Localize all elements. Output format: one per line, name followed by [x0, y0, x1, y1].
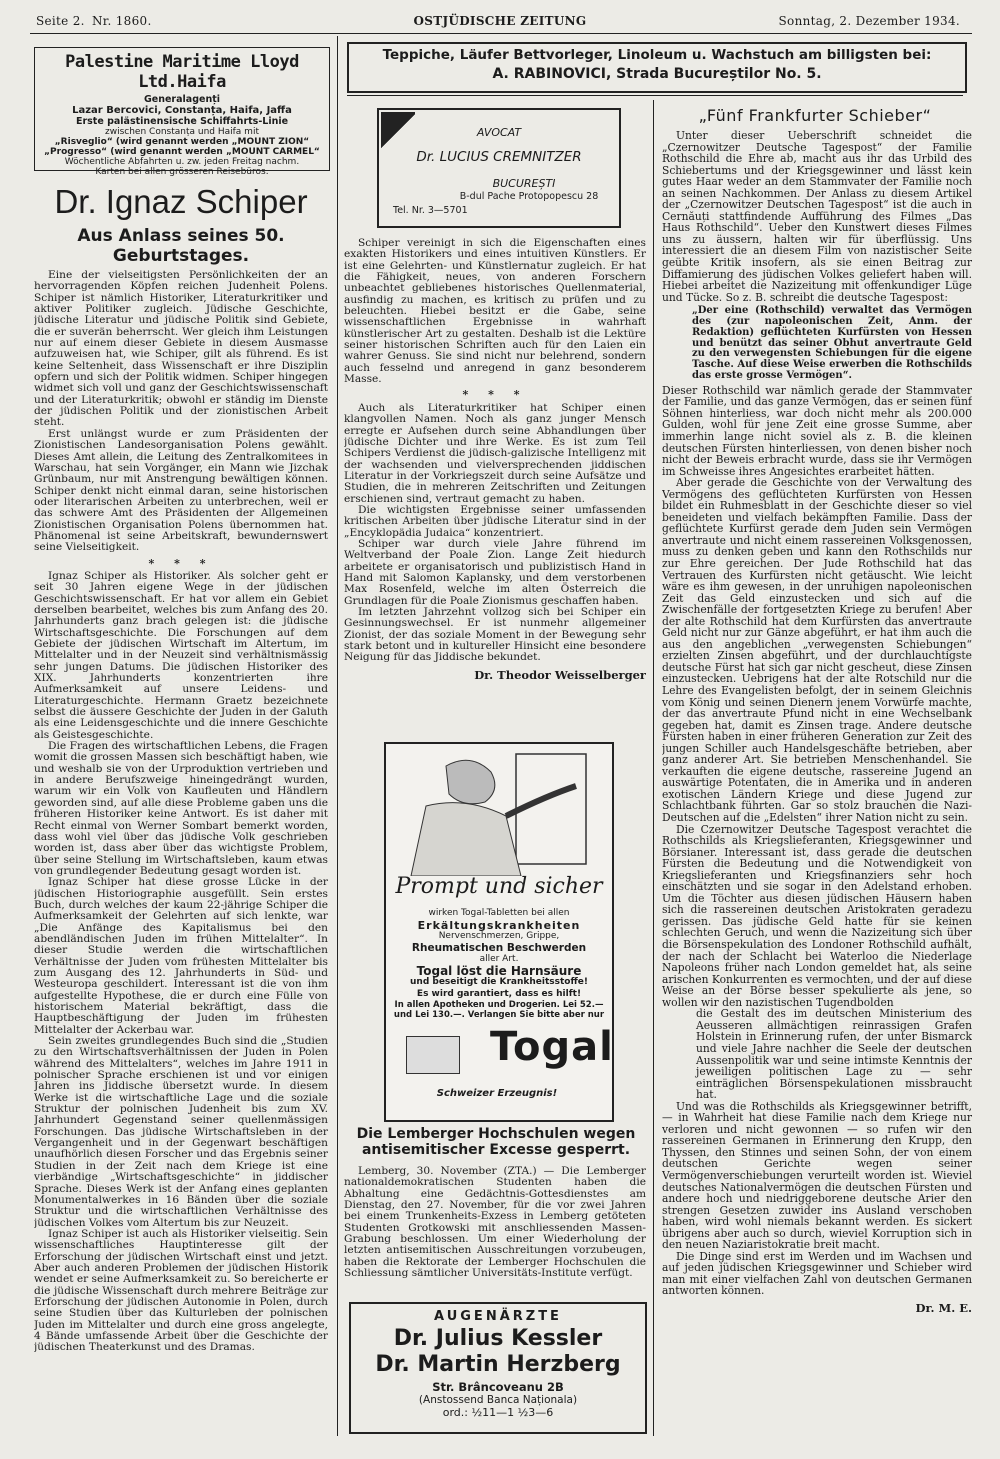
carpets-line2: A. RABINOVICI, Strada Bucureștilor No. 5. — [492, 66, 822, 82]
lawyer-address: B-dul Pache Protopopescu 28 — [459, 191, 599, 202]
togal-l4: Rheumatischen Beschwerden — [411, 941, 587, 954]
schieber-paragraph: Dieser Rothschild war nämlich gerade der Stammvater der Familie, und das ganze Vermögen, das er seinen fünf Söhnen hinterliess, war doch nicht mehr als 200.000 Gulden, wohl für jene Zeit eine grosse Summe, aber immerhin lange nicht soviel als z. B. die kleinen deutschen Fürsten hinterliessen, von denen bisher noch nicht der Beweis erbracht wurde, dass sie ihr Vermögen im Schweisse ihres Angesichtes erarbeitet hätten. — [662, 383, 972, 478]
newspaper-name: OSTJÜDISCHE ZEITUNG — [413, 14, 587, 28]
eye-note: (Anstossend Banca Naționala) — [418, 1394, 578, 1406]
page-number: Seite 2. — [36, 14, 85, 28]
carpets-line1: Teppiche, Läufer Bettvorleger, Linoleum u. Wachstuch am billigsten bei: — [382, 47, 932, 63]
eye-hours: ord.: ½11—1 ½3—6 — [442, 1406, 554, 1419]
schiper-paragraph: Eine der vielseitigsten Persönlichkeiten der an hervorragenden Köpfen reichen Judenheit Polens. Schiper ist nämlich Historiker, Literaturkritiker und aktiver Politiker zugleich. Jüdische Geschichte, jüdische Literatur und jüdische Politik sind Gebiete, die er suverän beherrscht. Wer gleich ihm Leistungen nur auf einem dieser Gebiete in diesem Ausmasse aufzuweisen hat, wie Schiper, gilt als führend. Es ist keine Seltenheit, dass Wissenschaft er ihre Disziplin opfern und sich der Politik widmen. Schiper hingegen widmet sich voll und ganz der Geschichtswissenschaft und der Literaturkritik; obwohl er ständig im Dienste der jüdischen Politik und der zionistischen Arbeit steht. — [34, 270, 328, 429]
column-divider-1 — [337, 36, 338, 1436]
schieber-paragraph: Aber gerade die Geschichte von der Verwaltung des Vermögens des geflüchteten Kurfürsten von Hessen bildet ein Ruhmesblatt in der Geschichte dieser so viel beneideten und vielfach bekämpften Familie. Dass der geflüchtete Kurfürst gerade dem Juden sein Vermögen anvertraute und nicht einem rassereinen Volksgenossen, muss zu denken geben und kann den Rothschilds nur zur Ehre gereichen. Der Jude Rothschild hat das Vertrauen des Kurfürsten nicht getäuscht. Wie leicht wäre es ihm gewesen, in der unruhigen napoleonischen Zeit das Geld einzustecken und sich auf die Zwischenfälle der fortgesetzten Kriege zu berufen! Aber der alte Rothschild hat dem Kurfürsten das anvertraute Geld nicht nur zur Gänze abgeführt, er hat ihm auch die aus den angeblichen „verwegensten Schiebungen“ erzielten Zinsen abgeführt, und der durchlauchtigste deutsche Fürst hat sich gar nicht gescheut, diese Zinsen einzustecken. Uebrigens hat der alte Rotschild nur die Lehre des Evangelisten befolgt, der in seinem Gleichnis vom König und seinen Dienern jenem Vorwürfe machte, der das anvertraute Pfund nicht in eine Wechselbank gegeben hat, damit es Zinsen trage. Andere deutsche Fürsten haben in einer früheren Generation zur Zeit des jungen Schiller auch Handelsgeschäfte betrieben, aber ganz anderer Art. Sie betrieben Menschenhandel. Sie verkauften die eigene deutsche, rassereine Jugend an auswärtige Potentaten, die in Amerika und in anderen exotischen Ländern Kriege und diese Jugend zur Schlachtbank führten. Gar so stolz brauchen die Nazi-Deutschen auf die „Edelsten“ ihrer Nation nicht zu sein. — [662, 476, 972, 825]
togal-footer: Schweizer Erzeugnis! — [436, 1088, 558, 1099]
lloyd-title: Palestine Maritime Lloyd Ltd.Haifa — [65, 52, 299, 92]
schiper-paragraph: Die Fragen des wirtschaftlichen Lebens, die Fragen womit die grossen Massen sich beschäftigt haben, wie und weshalb sie von der Urproduktion vertrieben und in andere Berufszweige hineingedrängt wurden, warum wir ein Volk von Kaufleuten und Händlern geworden sind, auf alle diese Probleme gaben uns die früheren Historiker keine Antwort. Es ist daher mit Recht einmal von Werner Sombart bemerkt worden, dass wohl viel über das jüdische Volk geschrieben worden ist, dass aber über das wichtigste Problem, über seine Stellung im Wirtschaftsleben, kaum etwas von grundlegender Bedeutung gesagt worden ist. — [34, 740, 328, 877]
togal-l2: Erkältungskrankheiten — [417, 918, 581, 932]
togal-l7: und beseitigt die Krankheitsstoffe! — [410, 977, 588, 987]
schiper-paragraph: Erst unlängst wurde er zum Präsidenten der Zionistischen Landesorganisation Polens gewählt. Dieses Amt allein, die Leitung des Zentralkomitees in Warschau, hat sein Vorgänger, ein Mann wie Jizchak Grünbaum, nur mit Anstrengung bewältigen können. Schiper denkt nicht einmal daran, seine historischen oder literarischen Arbeiten zu unterbrechen, weil er das schwere Amt des Präsidenten der Allgemeinen Zionistischen Organisation Polens übernommen hat. Phänomenal ist seine Arbeitskraft, bewundernswert seine Vielseitigkeit. — [34, 427, 328, 554]
lawyer-city: BUCUREȘTI — [492, 177, 556, 190]
lemberg-title: Die Lemberger Hochschulen wegen antisemitischer Excesse gesperrt. — [356, 1126, 636, 1158]
lloyd-line2: Lazar Bercovici, Constanța, Haifa, Jaffa — [72, 105, 292, 116]
issue-number: Nr. 1860. — [92, 14, 152, 28]
schiper-paragraph: Auch als Literaturkritiker hat Schiper einen klangvollen Namen. Noch als ganz junger Mensch erregte er Aufsehen durch seine Abhandlungen über jüdische Dichter und ihre Werke. Es ist zum Teil Schipers Verdienst die jüdisch-galizische Intelligenz mit der wachsenden und vielversprechenden jiddischen Literatur in der Vorkriegszeit durch seine Aufsätze und Studien, die in mehreren Zeitschriften und Zeitungen erschienen sind, vertraut gemacht zu haben. — [344, 401, 646, 505]
schieber-paragraph: Die Czernowitzer Deutsche Tagespost verachtet die Rothschilds als Kriegslieferanten, Kriegsgewinner und Börsianer. Interessant ist, dass gerade die deutschen Fürsten die Bedeutung und die Notwendigkeit von Kriegslieferanten und Kriegsfinanziers sehr hoch einschätzten und sie sogar in den Adelstand erhoben. Um die Töchter aus diesen jüdischen Häusern haben sich die rassereinen deutschen Aristokraten geradezu gerissen. Das jüdische Geld hatte für sie keinen schlechten Geruch, und wenn die Nazizeitung sich über die Börsenspekulation des Londoner Rothschild aufhält, der nach der Schlacht bei Waterloo die Niederlage Napoleons früher nach London gemeldet hat, als seine arischen Konkurrenten es vermochten, und der auf diese Weise an der Börse besser spekulierte als jene, so wollen wir den nazistischen Tugendbolden — [662, 822, 972, 1009]
schiper-paragraph: Sein zweites grundlegendes Buch sind die „Studien zu den Wirtschaftsverhältnissen der Juden in Polen während des Mittelalters“, welches im Jahre 1911 in polnischer Sprache erschienen ist und vor einigen Jahren ins Jiddische übersetzt wurde. In diesem Werke ist die wirtschaftliche Lage und die soziale Struktur der polnischen Judenheit bis zum XV. Jahrhundert Gegenstand seiner quellenmässigen Forschungen. Das jüdische Wirtschaftsleben in der Vergangenheit und in der Gegenwart beschäftigen unaufhörlich diesen Forscher und das Ergebnis seiner Studien in der Zeit nach dem Kriege ist eine vierbändige „Wirtschaftsgeschichte“ in jiddischer Sprache. Dieses Werk ist der Anfang eines geplanten Monumentalwerkes in 16 Bänden über die soziale Struktur und die wirtschaftlichen Verhältnisse des jüdischen Volkes vom Altertum bis zur Neuzeit. — [34, 1035, 328, 1229]
issue-date: Sonntag, 2. Dezember 1934. — [778, 14, 960, 28]
lloyd-ship2: „Progresso“ (wird genannt werden „MOUNT CARMEL“ — [44, 147, 320, 157]
schiper-author: Dr. Theodor Weisselberger — [474, 667, 646, 682]
schiper-paragraph: Ignaz Schiper hat diese grosse Lücke in der jüdischen Historiographie ausgefüllt. Sein erstes Buch, durch welches der kaum 22-jährige Schiper die Aufmerksamkeit der Gelehrten auf sich lenkte, war „Die Anfänge des Kapitalismus bei den abendländischen Juden im frühen Mittelalter“. In dieser Studie werden die wirtschaftlichen Verhältnisse der Juden vom frühesten Mittelalter bis zum Ausgang des 12. Jahrhunderts in Süd- und Westeuropa geschildert. Interessant ist die von ihm aufgestellte Hypothese, die er durch eine Fülle von historischem Material bekräftigt, dass die Hauptbeschäftigung der Juden im frühesten Mittelalter der Ackerbau war. — [34, 876, 328, 1036]
togal-l3: Nervenschmerzen, Grippe, — [438, 931, 560, 941]
schieber-paragraph: Die Dinge sind erst im Werden und im Wachsen und auf jeden jüdischen Kriegsgewinner und Schieber wird man mit einer vielfachen Zahl von deutschen Germanen antworten können. — [662, 1249, 972, 1298]
header-rule — [30, 33, 972, 34]
schiper-paragraph: Schiper vereinigt in sich die Eigenschaften eines exakten Historikers und eines intuitiven Künstlers. Er ist eine Gelehrten- und Künstlernatur zugleich. Er hat die Fähigkeit, neues, von anderen Forschern unbeachtet gebliebenes historisches Quellenmaterial, ausfindig zu machen, es kritisch zu prüfen und zu beleuchten. Hiebei besitzt er die Gabe, seine wissenschaftlichen Ergebnisse in wahrhaft künstlerischer Art zu gestalten. Deshalb ist die Lektüre seiner historischen Schriften auch für den Laien ein wahrer Genuss. Sie sind nicht nur belehrend, sondern auch fesselnd und anregend in ganz besonderem Masse. — [344, 238, 646, 386]
schiper-paragraph: Die wichtigsten Ergebnisse seiner umfassenden kritischen Arbeiten über jüdische Literatur sind in der „Encyklopädia Judaica“ konzentriert. — [344, 503, 646, 539]
eye-doctors-ad — [349, 1302, 647, 1434]
togal-l5: aller Art. — [479, 954, 519, 964]
section-divider: * * * — [148, 556, 214, 570]
togal-brand: Togal — [490, 1024, 614, 1070]
schiper-column-2 — [344, 238, 646, 738]
lemberg-body: Lemberg, 30. November (ZTA.) — Die Lemberger nationaldemokratischen Studenten haben die Abhaltung eine Gedächtnis-Gottesdienstes am Dienstag, den 27. November, für die vor zwei Jahren bei einem Trunkenheits-Exzess in Lemberg getöteten Studenten Grotkowski mit anschliessenden Massen-Grabung beschlossen. Um einer Wiederholung der letzten antisemitischen Ausschreitungen vorzubeugen, haben die Rektorate der Lemberger Hochschulen die Schliessung sämtlicher Universitäts-Institute verfügt. — [344, 1166, 646, 1280]
lloyd-ad — [34, 47, 330, 177]
togal-package — [406, 1036, 460, 1074]
schieber-author: Dr. M. E. — [915, 1300, 972, 1315]
togal-illustration — [386, 746, 612, 876]
schiper-subtitle: Aus Anlass seines 50. Geburtstages. — [77, 226, 285, 266]
togal-slogan: Prompt und sicher — [395, 874, 603, 899]
lloyd-ship1: „Risveglio“ (wird genannt werden „MOUNT ZION“ — [54, 137, 310, 147]
schiper-paragraph: Im letzten Jahrzehnt vollzog sich bei Schiper ein Gesinnungswechsel. Er ist nunmehr allgemeiner Zionist, der das soziale Moment in der Bewegung sehr stark betont und in kultureller Hinsicht eine besondere Neigung für das Jiddische bekundet. — [344, 606, 646, 664]
schieber-column — [662, 130, 972, 1410]
schiper-paragraph: Ignaz Schiper als Historiker. Als solcher geht er seit 30 Jahren eigene Wege in der jüdischen Geschichtswissenschaft. Er hat vor allem ein Gebiet derselben bearbeitet, welches bis zum Anfang des 20. Jahrhunderts ganz brach gelegen ist: die jüdische Wirtschaftsgeschichte. Die Forschungen auf dem Gebiete der jüdischen Wirtschaft im Altertum, im Mittelalter und in der Neuzeit sind verhältnismässig sehr jungen Datums. Die jüdischen Historiker des XIX. Jahrhunderts konzentrierten ihre Aufmerksamkeit auf unsere Leidens- und Literaturgeschichte. Hermann Graetz bezeichnete selbst die äussere Geschichte der Juden in der Galuth als eine Leidensgeschichte und die innere Geschichte als Geistesgeschichte. — [34, 569, 328, 741]
schieber-quote: „Der eine (Rothschild) verwaltet das Vermögen des (zur napoleonischen Zeit, Anm. der Redaktion) geflüchteten Kurfürsten von Hessen und benützt das seiner Obhut anvertraute Geld zu den verwegensten Schiebungen für die eigene Tasche. Auf diese Weise erwerben die Rothschilds das erste grosse Vermögen“. — [692, 305, 972, 381]
togal-l8: Es wird garantiert, dass es hilft! — [416, 988, 582, 999]
eye-title: AUGENÄRZTE — [434, 1309, 562, 1324]
eye-address: Str. Brâncoveanu 2B — [432, 1380, 564, 1394]
lloyd-line4: zwischen Constanța und Haifa mit — [105, 127, 259, 137]
eye-doctor-2: Dr. Martin Herzberg — [375, 1352, 621, 1377]
schiper-paragraph: Schiper war durch viele Jahre führend im Weltverband der Poale Zion. Lange Zeit hiedurch arbeitete er organisatorisch und publizistisch Hand in Hand mit Salomon Kaplansky, und dem verstorbenen Max Rosenfeld, welche im alten Österreich die Grundlagen für die Poale Zionismus geschaffen haben. — [344, 537, 646, 607]
lemberg-body-container — [344, 1166, 646, 1296]
lloyd-line6: Karten bei allen grösseren Reisebüros. — [95, 167, 269, 177]
schieber-title: „Fünf Frankfurter Schieber“ — [698, 106, 932, 125]
togal-l6: Togal löst die Harnsäure — [416, 963, 582, 978]
schieber-paragraph: Und was die Rothschilds als Kriegsgewinner betrifft, — in Wahrheit hat diese Familie nach dem Kriege nur verloren und nicht gewonnen — so rufen wir den rassereinen Germanen in Erinnerung den Krupp, den Thyssen, den Stinnes und seinen Sohn, der von einem deutschen Gerichte wegen seiner Vermögenverschiebungen verurteilt worden ist. Wieviel deutsches Nationalvermögen die deutschen Fürsten und andere hoch und niedriggeborene deutsche Arier den strengen Gesetzen zuwider ins Ausland verschoben haben, wird wohl niemals bekannt werden. Es sickert übrigens aber auch so durch, wieviel Korruption sich in den neuen Naziaristokratie breit macht. — [662, 1099, 972, 1252]
carpets-ad — [347, 42, 967, 93]
lawyer-ad-corner — [381, 112, 415, 150]
eye-doctor-1: Dr. Julius Kessler — [393, 1326, 603, 1351]
togal-ad — [384, 742, 614, 1122]
schiper-column-1 — [34, 270, 328, 1434]
schiper-paragraph: Ignaz Schiper ist auch als Historiker vielseitig. Sein wissenschaftliches Hauptinteresse gilt der Erforschung der jüdischen Wirtschaft einst und jetzt. Aber auch anderen Problemen der jüdischen Historik wendet er seine Aufmerksamkeit zu. So bereicherte er die jüdische Wissenschaft durch mehrere Beiträge zur Erforschung der jüdischen Autonomie in Polen, durch seine Studien über das Kulturleben der polnischen Juden im Mittelalter und durch eine gross angelegte, 4 Bände umfassende Arbeit über die Geschichte der jüdischen Theaterkunst und des Dramas. — [34, 1227, 328, 1354]
lloyd-line3: Erste palästinensische Schiffahrts-Linie — [75, 116, 289, 127]
lawyer-title: AVOCAT — [476, 126, 522, 139]
togal-l1: wirken Togal-Tabletten bei allen — [428, 908, 570, 918]
lloyd-line1: Generalagenți — [143, 94, 220, 105]
schiper-title: Dr. Ignaz Schiper — [54, 183, 308, 220]
lawyer-name: Dr. LUCIUS CREMNITZER — [416, 149, 582, 165]
section-divider: * * * — [462, 388, 528, 402]
lawyer-tel: Tel. Nr. 3—5701 — [393, 205, 468, 216]
lawyer-ad — [377, 108, 621, 228]
column-divider-2 — [653, 100, 654, 1436]
togal-l9: In allen Apotheken und Drogerien. Lei 52.— und Lei 130.—. Verlangen Sie bitte aber nur — [393, 1000, 605, 1020]
schieber-paragraph: Unter dieser Ueberschrift schneidet die „Czernowitzer Deutsche Tagespost“ der Familie Rothschild die Ehre ab, macht aus ihr das Urbild des Schiebertums und der Kriegsgewinner und lässt kein gutes Haar weder an dem Stammvater der Familie noch an seinen Nachkommen. Der Anlass zu diesem Artikel der „Czernowitzer Deutschen Tagespost“ ist die auch in Cernăuți stattfindende Aufführung des Filmes „Das Haus Rothschild“. Ueber den Kunstwert dieses Filmes uns zu äussern, halten wir für überflüssig. Uns interessiert die an diesem Film von nazistischer Seite geübte Kritik insofern, als sie einen Beitrag zur Diffamierung des jüdischen Volkes geliefert haben will. Hiebei arbeitet die Nazizeitung mit offenkundiger Lüge und Tücke. So z. B. schreibt die deutsche Tagespost: — [662, 130, 972, 304]
schieber-paragraph: die Gestalt des im deutschen Ministerium des Aeusseren allmächtigen reinrassigen Grafen Holstein in Erinnerung rufen, der unter Bismarck und viele Jahre nachher die Seele der deutschen Aussenpolitik war und seine intimste Kenntnis der jeweiligen politischen Lage zu — sehr einträglichen Börsenspekulationen missbraucht hat. — [696, 1007, 972, 1102]
lloyd-line5: Wöchentliche Abfahrten u. zw. jeden Freitag nachm. — [64, 157, 300, 167]
carpets-rule — [347, 95, 963, 96]
